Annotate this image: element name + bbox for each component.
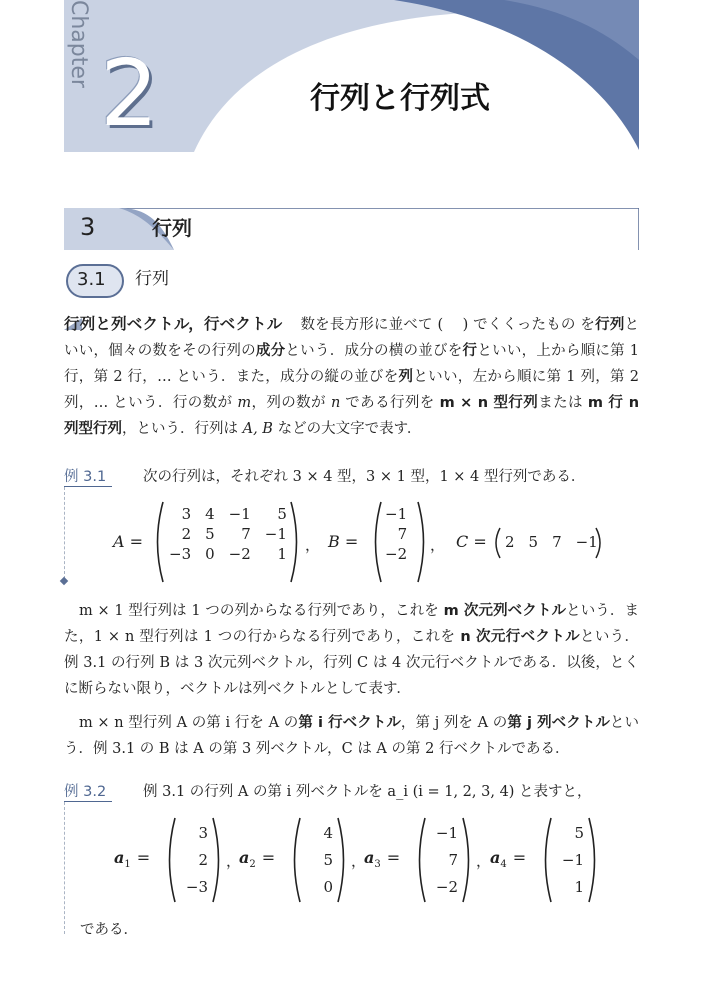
example-3-1-text: 次の行列は，それぞれ 3 × 4 型，3 × 1 型，1 × 4 型行列である． <box>143 469 586 485</box>
term-jth-column-vector: 第 j 列ベクトル <box>507 715 610 731</box>
vector-right-paren <box>335 816 351 904</box>
column-vector-a3 <box>364 814 492 906</box>
separator: ， <box>430 536 446 554</box>
paragraph-lead: 行列と列ベクトル，行ベクトル <box>64 315 283 333</box>
example-underline <box>64 486 112 487</box>
example-side-rule <box>64 487 65 579</box>
vector-right-paren <box>586 816 602 904</box>
separator: ， <box>351 852 367 870</box>
vector-label: $a_2$ = <box>239 848 276 871</box>
vector-entry: −1 <box>435 824 458 842</box>
chapter-word-vertical <box>66 0 94 95</box>
term-matrix: 行列 <box>595 317 625 333</box>
vector-entry: 0 <box>323 878 333 896</box>
section-title: 行列 <box>152 216 192 240</box>
column-vectors-row <box>64 814 639 906</box>
example-label-3-2: 例 3.2 <box>64 784 107 800</box>
vector-entry: −2 <box>435 878 458 896</box>
matrix-a: 3 4 −1 5 2 5 7 −1 −3 0 −2 1 <box>169 505 287 563</box>
term-mxn-matrix: m × n 型行列 <box>439 395 539 411</box>
matrix-c-label: C = <box>456 532 487 551</box>
example-underline <box>64 801 112 802</box>
chapter-title: 行列と行列式 <box>310 81 490 116</box>
vector-entries <box>174 820 208 901</box>
vector-entries <box>424 820 458 901</box>
vector-entries <box>550 820 584 901</box>
column-vector-a1 <box>114 814 242 906</box>
vector-right-paren <box>210 816 226 904</box>
vector-entry: 3 <box>198 824 208 842</box>
column-vector-a4 <box>490 814 615 906</box>
separator: ， <box>305 536 321 554</box>
term-entry: 成分 <box>255 343 286 359</box>
matrix-a-label: A = <box>113 532 144 551</box>
matrix-c: 2 5 7 −1 <box>505 533 598 551</box>
column-vector-a2 <box>239 814 367 906</box>
chapter-number: 2 <box>100 40 159 147</box>
section-number: 3 <box>80 213 96 241</box>
separator: ， <box>476 852 492 870</box>
vector-entry: 5 <box>574 824 584 842</box>
matrix-c-right-paren <box>594 526 606 560</box>
paragraph-matrix-definition: 行列と列ベクトル，行ベクトル 数を長方形に並べて ( ) でくくったもの を行列といい，個々の数をその行列の成分という．成分の横の並びを行といい，上から順に第 1 行，第 2 行，… という．また，成分の縦の並びを列といい，左から順に第 1 列，第 2 列，… という．行の数が m，列の数が n である行列を m × n 型行列または m 行 n 列型行列，という．行列は A, B などの大文字で表す． <box>64 315 640 437</box>
term-column: 列 <box>398 369 414 385</box>
term-column-vector: m 次元列ベクトル <box>443 603 567 619</box>
example-3-2-text: 例 3.1 の行列 A の第 i 列ベクトルを a_i (i = 1, 2, 3, 4) と表すと， <box>143 784 592 800</box>
matrix-b: −1 7 −2 <box>385 505 408 563</box>
term-ith-row-vector: 第 i 行ベクトル <box>298 715 401 731</box>
vector-label: $a_3$ = <box>364 848 401 871</box>
example-3-2-closing: である． <box>80 922 138 938</box>
vector-entry: 4 <box>323 824 333 842</box>
vector-entry: −3 <box>185 878 208 896</box>
example-label-3-1: 例 3.1 <box>64 469 107 485</box>
vector-entry: −1 <box>561 851 584 869</box>
example-end-marker <box>60 577 68 585</box>
vector-entry: 1 <box>574 878 584 896</box>
term-row: 行 <box>462 343 478 359</box>
vector-entry: 5 <box>323 851 333 869</box>
section-heading-bar <box>64 208 639 250</box>
term-row-vector: n 次元行ベクトル <box>460 629 580 645</box>
vector-label: $a_4$ = <box>490 848 527 871</box>
paragraph-vectors: m × 1 型行列は 1 つの列からなる行列であり，これを m 次元列ベクトルという．また，1 × n 型行列は 1 つの行からなる行列であり，これを n 次元行ベクトルという．例 3.1 の行列 B は 3 次元列ベクトル，行列 C は 4 次元行ベクトルである．以後，とくに断らない限り，ベクトルは列ベクトルとして表す． <box>64 603 640 697</box>
vector-entry: 7 <box>448 851 458 869</box>
vector-right-paren <box>460 816 476 904</box>
paragraph-row-col-vectors: m × n 型行列 A の第 i 行を A の第 i 行ベクトル，第 j 列を A の第 j 列ベクトルという．例 3.1 の B は A の第 3 列ベクトル，C は A の第 2 行ベクトルである． <box>64 715 639 757</box>
separator: ， <box>226 852 242 870</box>
subsection-title: 行列 <box>135 269 169 289</box>
subsection-number: 3.1 <box>77 269 106 290</box>
matrix-a-right-paren <box>288 500 304 584</box>
vector-entry: 2 <box>198 851 208 869</box>
vector-label: $a_1$ = <box>114 848 151 871</box>
matrix-b-right-paren <box>415 500 431 584</box>
chapter-word-text: Chapter <box>66 0 91 88</box>
vector-entries <box>299 820 333 901</box>
matrix-b-label: B = <box>328 532 359 551</box>
term-m-row-n-col: m 行 n 列型行列 <box>64 395 640 437</box>
